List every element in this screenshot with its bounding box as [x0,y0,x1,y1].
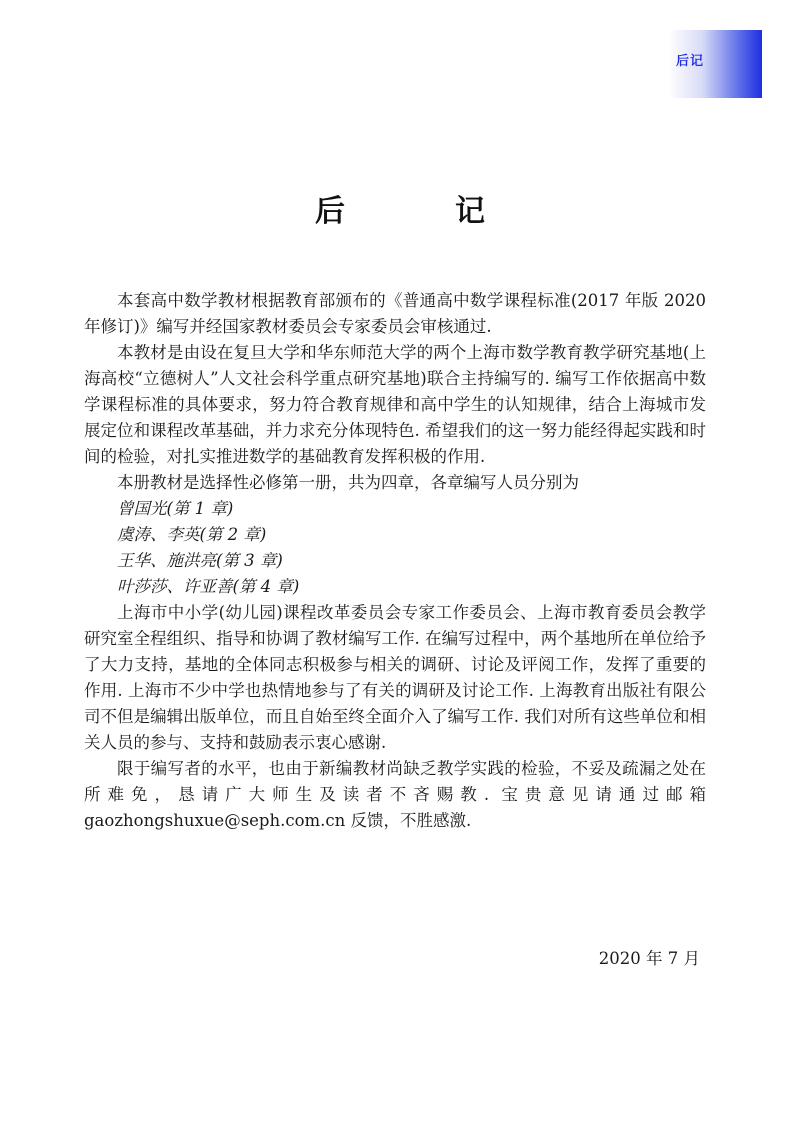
paragraph-feedback: 限于编写者的水平，也由于新编教材尚缺乏教学实践的检验，不妥及疏漏之处在所难免，恳请广大师生及读者不吝赐教. 宝贵意见请通过邮箱 gaozhongshuxue@seph.com.cn 反馈，不胜感激. [84,759,706,830]
publication-date: 2020 年 7 月 [598,949,700,968]
paragraph-curriculum: 本套高中数学教材根据教育部颁布的《普通高中数学课程标准(2017 年版 2020 年修订)》编写并经国家教材委员会专家委员会审核通过. [84,291,706,336]
section-tab-label: 后记 [675,54,704,69]
author-line-chapter-1: 曾国光(第 1 章) [117,499,234,518]
paragraph-volume-intro: 本册教材是选择性必修第一册，共为四章，各章编写人员分别为 [117,473,579,492]
afterword-body [84,288,706,834]
paragraph-acknowledgements: 上海市中小学(幼儿园)课程改革委员会专家工作委员会、上海市教育委员会教学研究室全程组织、指导和协调了教材编写工作. 在编写过程中，两个基地所在单位给予了大力支持，基地的全体同志积极参与相关的调研、讨论及评阅工作，发挥了重要的作用. 上海市不少中学也热情地参与了有关的调研及讨论工作. 上海教育出版社有限公司不但是编辑出版单位，而且自始至终全面介入了编写工作. 我们对所有这些单位和相关人员的参与、支持和鼓励表示衷心感谢. [84,603,706,752]
author-line-chapter-4: 叶莎莎、许亚善(第 4 章) [117,577,300,596]
page-title: 后 记 [315,194,525,229]
author-line-chapter-3: 王华、施洪亮(第 3 章) [117,551,283,570]
author-line-chapter-2: 虞涛、李英(第 2 章) [117,525,267,544]
paragraph-research-bases: 本教材是由设在复旦大学和华东师范大学的两个上海市数学教育教学研究基地(上海高校“立德树人”人文社会科学重点研究基地)联合主持编写的. 编写工作依据高中数学课程标准的具体要求，努力符合教育规律和高中学生的认知规律，结合上海城市发展定位和课程改革基础，并力求充分体现特色. 希望我们的这一努力能经得起实践和时间的检验，对扎实推进数学的基础教育发挥积极的作用. [84,343,706,466]
